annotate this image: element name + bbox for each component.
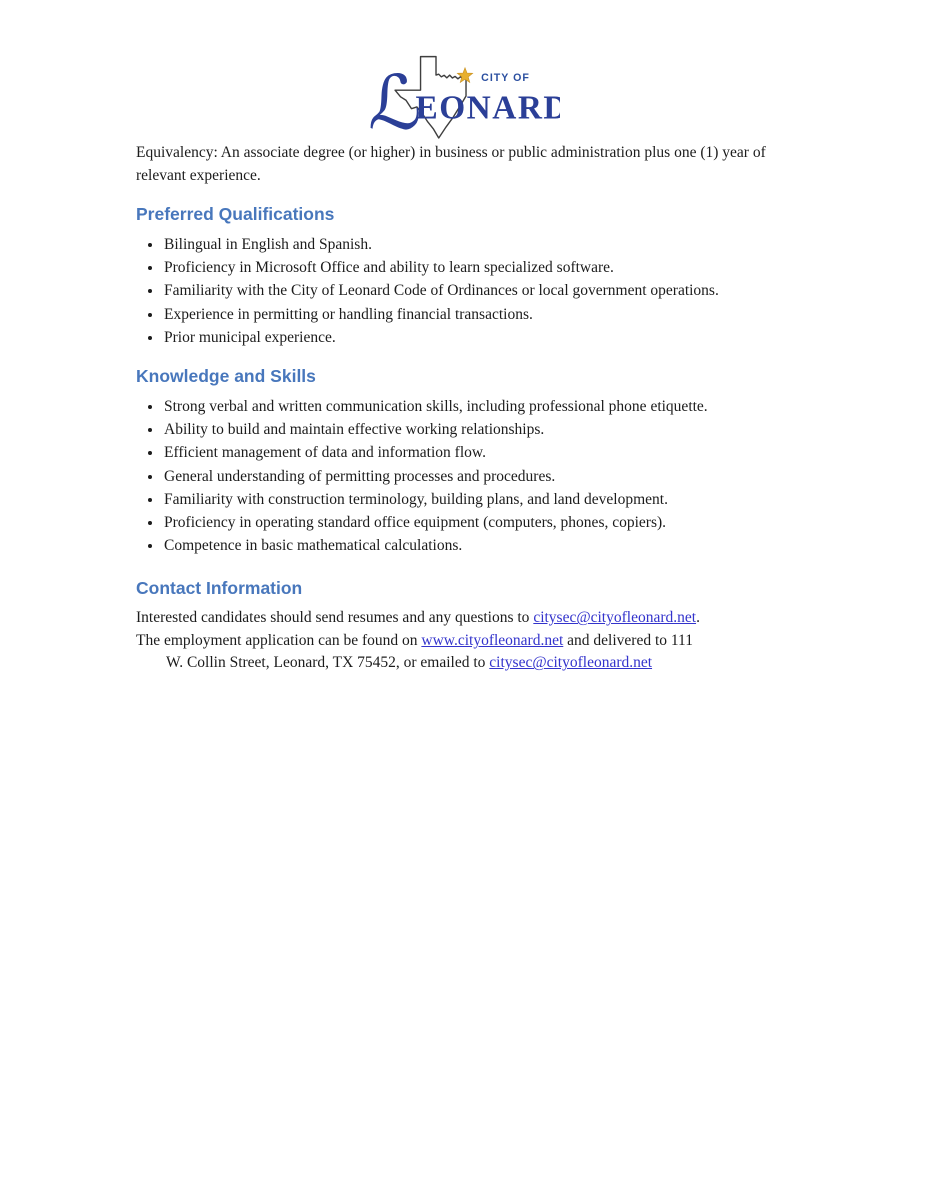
list-item: • Familiarity with construction terminology, building plans, and land development. [163,488,798,511]
email-link[interactable]: citysec@cityofleonard.net [533,609,697,627]
list-item: • Prior municipal experience. [163,326,798,349]
list-item: • Proficiency in operating standard office equipment (computers, phones, copiers). [163,511,798,534]
website-link[interactable]: www.cityofleonard.net [421,631,564,649]
logo-city-of-text: CITY OF [481,71,530,84]
list-item: • Experience in permitting or handling financial transactions. [163,303,798,326]
logo-script-l: ℒ [368,59,422,142]
list-item: • Ability to build and maintain effective working relationships. [163,418,798,441]
city-of-leonard-logo [368,46,560,142]
preferred-qualifications-list [136,233,798,349]
email-link[interactable]: citysec@cityofleonard.net [489,654,653,672]
list-item: • General understanding of permitting processes and procedures. [163,465,798,488]
list-item: • Bilingual in English and Spanish. [163,233,798,256]
equivalency-paragraph: Equivalency: An associate degree (or higher) in business or public administration plus one (1) year of relevant experience. [136,144,766,184]
list-item: • Familiarity with the City of Leonard Code of Ordinances or local government operations. [163,279,798,302]
logo-svg [368,46,560,142]
document-content [136,142,798,675]
list-item: • Efficient management of data and information flow. [163,441,798,464]
list-item: • Strong verbal and written communication skills, including professional phone etiquette. [163,395,798,418]
contact-text: W. Collin Street, Leonard, TX 75452, or emailed to [166,654,490,672]
contact-text: and delivered to 111 [563,631,693,649]
list-item: • Proficiency in Microsoft Office and ability to learn specialized software. [163,256,798,279]
contact-text: Interested candidates should send resumes and any questions to [136,609,534,627]
knowledge-and-skills-list [136,395,798,557]
logo-name-text: EONARD [415,89,560,127]
heading-contact-information: Contact Information [136,578,303,599]
contact-text: . [696,609,700,627]
star-icon [457,68,472,83]
contact-text: The employment application can be found on [136,631,422,649]
heading-preferred-qualifications: Preferred Qualifications [136,204,335,224]
contact-paragraph [136,607,798,675]
contact-address-line [136,652,798,675]
list-item: • Competence in basic mathematical calculations. [163,534,798,557]
heading-knowledge-and-skills: Knowledge and Skills [136,366,316,387]
